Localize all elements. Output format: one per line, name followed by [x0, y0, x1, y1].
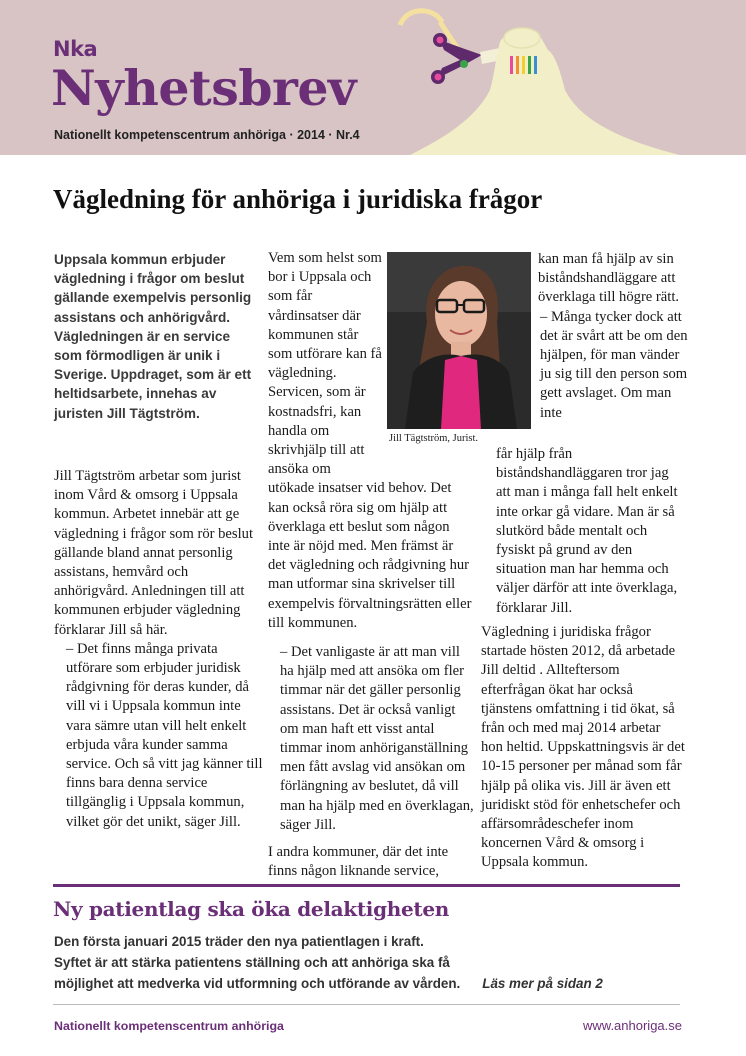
read-more-link[interactable]: Läs mer på sidan 2 — [482, 976, 603, 991]
portrait-photo — [387, 252, 531, 429]
article-headline: Vägledning för anhöriga i juridiska frågor — [53, 184, 543, 214]
paragraph: Jill Tägtström arbetar som jurist inom Vård & omsorg i Uppsala kommun. Arbetet innebär att ge vägledning i frågor som rör beslut gällande bland annat personlig assistans, hemvård och anhörigvård. Anledningen till att kommunen erbjuder vägledning förklarar Jill så här. — [54, 468, 253, 638]
paragraph: Vägledning i juridiska frågor startade hösten 2012, då arbetade Jill deltid . Allteftersom efterfrågan ökat har också tjänstens omfattning i tid ökat, så från och med maj 2014 arbetar hon heltid. Uppskattningsvis är det 10-15 personer per månad som får hjälp på olika vis. Jill är även ett juridiskt stöd för enhetschefer och affärsområdeschefer inom koncernen Vård & omsorg i Uppsala kommun. — [481, 624, 685, 871]
article-lede — [54, 250, 259, 423]
article-column-3-bottom — [481, 623, 686, 873]
section-divider — [53, 884, 680, 887]
teaser-line: Syftet är att stärka patientens ställning och att anhöriga ska få — [54, 955, 450, 970]
footer-website-link[interactable]: www.anhoriga.se — [583, 1018, 682, 1033]
teaser-line-text: möjlighet att medverka vid utformning och utförande av vården. — [54, 976, 461, 991]
paragraph: kan man få hjälp av sin biståndshandläggare att överklaga till högre rätt. — [538, 251, 680, 306]
desk-lamp-illustration — [380, 0, 746, 155]
paragraph-wrap-photo: Vem som helst som bor i Uppsala och som får vårdinsatser där kommunen står som utförare kan få vägledning. Servicen, som är kostnadsfri, kan handla om skrivhjälp till att ansöka om — [268, 250, 382, 478]
paragraph: I andra kommuner, där det inte finns någon liknande service, — [268, 844, 449, 880]
nka-logo: Nka — [53, 37, 98, 61]
teaser-line-3 — [54, 973, 694, 994]
paragraph: utökade insatser vid behov. Det kan också röra sig om hjälp att överklaga ett beslut som någon inte är nöjd med. Men främst är det vägledning och rådgivning hur man utformar sina skrivelser till exempelvis förvaltningsrätten eller till kommunen. — [268, 480, 472, 631]
paragraph-quote: – Det finns många privata utförare som erbjuder juridisk rådgivning för deras kunder, då vill vi i Uppsala kommun inte vara sämre utan vill helt enkelt erbjuda våra kunder samma service. Och så vitt jag känner till finns bara denna service tillgänglig i Uppsala kommun, vilket gör det unikt, säger Jill. — [66, 640, 263, 830]
issue-subline: Nationellt kompetenscentrum anhöriga · 2014 · Nr.4 — [54, 128, 360, 142]
paragraph-quote: – Det vanligaste är att man vill ha hjälp med att ansöka om fler timmar när det gäller personlig assistans. Det är också vanligt om man haft ett visst antal timmar inom anhöriganställning men fått avslag vid ansökan om förlängning av beslutet, då vill man ha hjälp med en överklagan, säger Jill. — [280, 644, 474, 833]
teaser-line: Den första januari 2015 träder den nya patientlagen i kraft. — [54, 934, 424, 949]
footer-divider — [53, 1004, 680, 1005]
paragraph: får hjälp från biståndshandläggaren tror jag att man i många fall helt enkelt inte orkar gå vidare. Man är så slutkörd både mentalt och fysiskt på grund av den situation man har hemma och väljer därför att inte överklaga, förklarar Jill. — [496, 446, 678, 616]
footer-organization: Nationellt kompetenscentrum anhöriga — [54, 1019, 284, 1033]
photo-caption: Jill Tägtström, Jurist. — [389, 433, 479, 444]
article-column-3-mid — [496, 445, 686, 618]
teaser-headline: Ny patientlag ska öka delaktigheten — [53, 897, 450, 921]
article-column-3-top — [538, 250, 688, 423]
article-column-1 — [54, 467, 264, 832]
masthead — [0, 0, 746, 155]
portrait-illustration — [387, 252, 531, 429]
paragraph-quote: – Många tycker dock att det är svårt att be om den hjälpen, för man vänder ju sig till den person som gett avslaget. Om man inte — [540, 308, 688, 421]
teaser-body — [54, 931, 694, 994]
newsletter-title: Nyhetsbrev — [51, 59, 357, 117]
lede-text: Uppsala kommun erbjuder vägledning i frågor om beslut gällande exempelvis personlig assistans och anhörigvård. Vägledningen är en service som förmodligen är unik i Sverige. Uppdraget, som är ett heltidsarbete, innehas av juristen Jill Tägtström. — [54, 252, 252, 421]
